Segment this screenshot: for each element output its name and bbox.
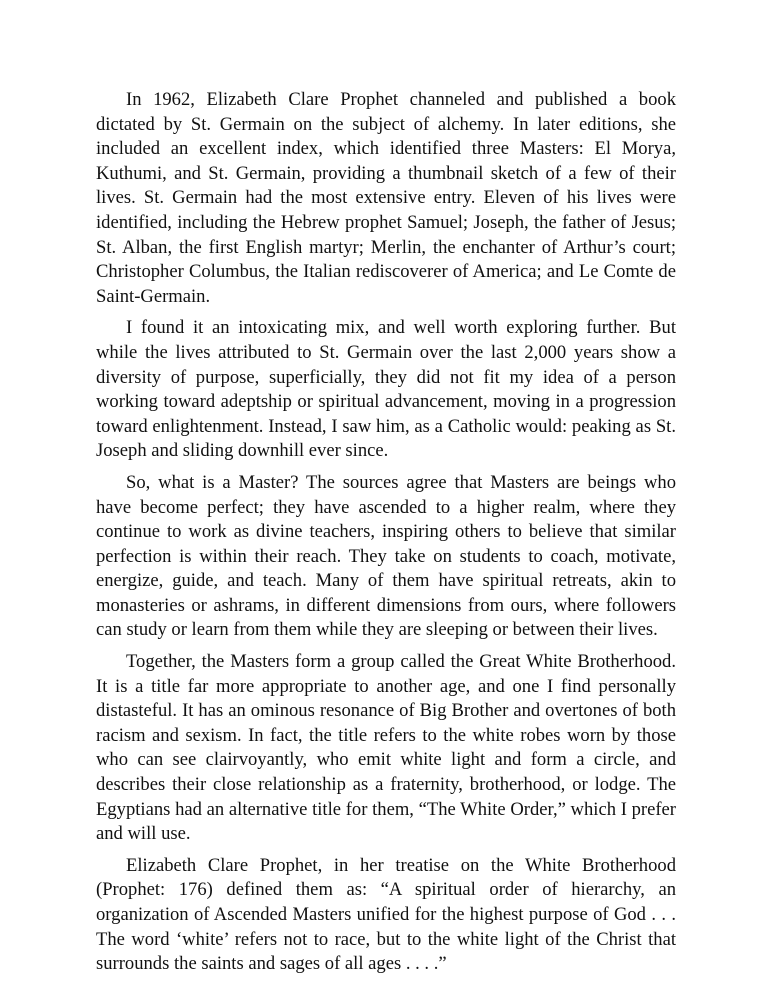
paragraph-1: In 1962, Elizabeth Clare Prophet channeled and published a book dictated by St. Germain on the subject of alchemy. In later editions, she included an excellent index, which identified three Masters: El Morya, Kuthumi, and St. Germain, providing a thumbnail sketch of a few of their lives. St. Germain had the most extensive entry. Eleven of his lives were identified, including the Hebrew prophet Samuel; Joseph, the father of Jesus; St. Alban, the first English martyr; Merlin, the enchanter of Arthur’s court; Christopher Columbus, the Italian rediscoverer of America; and Le Comte de Saint-Germain. (96, 89, 676, 307)
paragraph-5: Elizabeth Clare Prophet, in her treatise on the White Brotherhood (Prophet: 176) defined them as: “A spiritual order of hierarchy, an organization of Ascended Masters unified for the highest purpose of God . . . The word ‘white’ refers not to race, but to the white light of the Christ that surrounds the saints and sages of all ages . . . .” (96, 854, 676, 975)
document-page (96, 88, 676, 984)
paragraph-2: I found it an intoxicating mix, and well worth exploring further. But while the lives attributed to St. Germain over the last 2,000 years show a diversity of purpose, superficially, they did not fit my idea of a person working toward adeptship or spiritual advancement, moving in a progression toward enlightenment. Instead, I saw him, as a Catholic would: peaking as St. Joseph and sliding downhill ever since. (96, 317, 676, 462)
paragraph-4: Together, the Masters form a group called the Great White Brotherhood. It is a title far more appropriate to another age, and one I find personally distasteful. It has an ominous resonance of Big Brother and overtones of both racism and sexism. In fact, the title refers to the white robes worn by those who can see clairvoyantly, who emit white light and form a circle, and describes their close relationship as a fraternity, brotherhood, or lodge. The Egyptians had an alternative title for them, “The White Order,” which I prefer and will use. (96, 651, 676, 845)
paragraph-3: So, what is a Master? The sources agree that Masters are beings who have become perfect; they have ascended to a higher realm, where they continue to work as divine teachers, inspiring others to believe that similar perfection is within their reach. They take on students to coach, motivate, energize, guide, and teach. Many of them have spiritual retreats, akin to monasteries or ashrams, in different dimensions from ours, where followers can study or learn from them while they are sleeping or between their lives. (96, 471, 676, 641)
